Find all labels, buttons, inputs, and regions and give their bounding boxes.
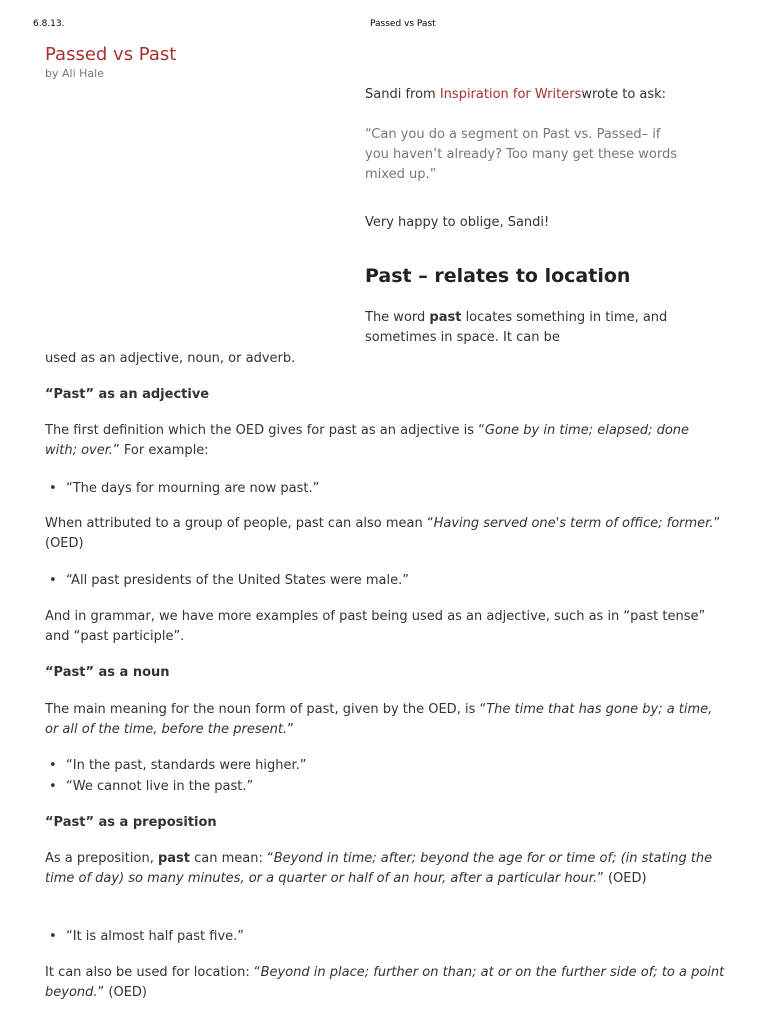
byline: by Ali Hale (45, 67, 104, 80)
word-paragraph (365, 308, 700, 348)
prep-def-bold: past (157, 851, 190, 866)
noun-def-post: ” (287, 722, 294, 737)
adjective-example-list-1 (45, 478, 725, 499)
adj-def-pre: The first definition which the OED gives for past as an adjective is “ (45, 423, 485, 438)
noun-definition (45, 700, 725, 740)
noun-def-pre: The main meaning for the noun form of past, given by the OED, is “ (45, 702, 487, 717)
print-date: 6.8.13. (33, 19, 65, 29)
adjective-definition (45, 421, 725, 461)
list-item: • “We cannot live in the past.” (45, 776, 725, 797)
print-header-title: Passed vs Past (370, 19, 436, 29)
prep-def-mid: can mean: “ (190, 851, 274, 866)
preposition-example-list (45, 926, 725, 947)
list-item: • “It is almost half past five.” (45, 926, 725, 947)
noun-example-list (45, 755, 725, 797)
list-item: • “In the past, standards were higher.” (45, 755, 725, 776)
adjective-grammar-paragraph: And in grammar, we have more examples of past being used as an adjective, such as in “past tense” and “past participle”. (45, 609, 706, 644)
adjective-heading: “Past” as an adjective (45, 387, 210, 402)
adj-def-italic: Gone by in time; elapsed; done with; over. (45, 423, 690, 458)
list-item: • “The days for mourning are now past.” (45, 478, 725, 499)
preposition-definition (45, 849, 725, 889)
prep-def-italic: Beyond in time; after; beyond the age for or time of; (in stating the time of day) so many minutes, or a quarter or half of an hour, after a particular hour. (45, 851, 713, 886)
inspiration-for-writers-link[interactable]: Inspiration for Writers (439, 87, 582, 102)
intro-post: wrote to ask: (581, 87, 667, 102)
adjective-example-list-2 (45, 570, 725, 591)
word-para-bold: past (429, 310, 462, 325)
sandi-quote: “Can you do a segment on Past vs. Passed– if you haven’t already? Too many get these words mixed up.” (365, 127, 678, 182)
section-heading: Past – relates to location (365, 265, 631, 287)
reply-text: Very happy to oblige, Sandi! (365, 215, 550, 230)
adj-def-post: ” For example: (113, 443, 209, 458)
prep-loc-pre: It can also be used for location: “ (45, 965, 261, 980)
preposition-heading: “Past” as a preposition (45, 815, 217, 830)
word-para-text-2: locates something in time, and sometimes in space. It can be (365, 310, 668, 345)
intro-pre: Sandi from (365, 87, 440, 102)
noun-def-italic: The time that has gone by; a time, or all of the time, before the present. (45, 702, 713, 737)
prep-def-pre: As a preposition, (45, 851, 158, 866)
page-title: Passed vs Past (45, 44, 177, 65)
prep-loc-italic: Beyond in place; further on than; at or on the further side of; to a point beyond. (45, 965, 725, 1000)
prep-def-post: ” (OED) (597, 871, 647, 886)
list-item: • “All past presidents of the United States were male.” (45, 570, 725, 591)
adj-people-post: ” (OED) (45, 516, 721, 551)
adjective-people-definition (45, 514, 725, 554)
intro-paragraph (365, 85, 710, 105)
preposition-location-definition (45, 963, 725, 1003)
adj-people-pre: When attributed to a group of people, past can also mean “ (45, 516, 434, 531)
prep-loc-post: ” (OED) (97, 985, 147, 1000)
noun-heading: “Past” as a noun (45, 665, 170, 680)
word-para-text: The word (365, 310, 430, 325)
adj-people-italic: Having served one's term of office; former. (433, 516, 714, 531)
word-paragraph-continuation: used as an adjective, noun, or adverb. (45, 351, 296, 366)
